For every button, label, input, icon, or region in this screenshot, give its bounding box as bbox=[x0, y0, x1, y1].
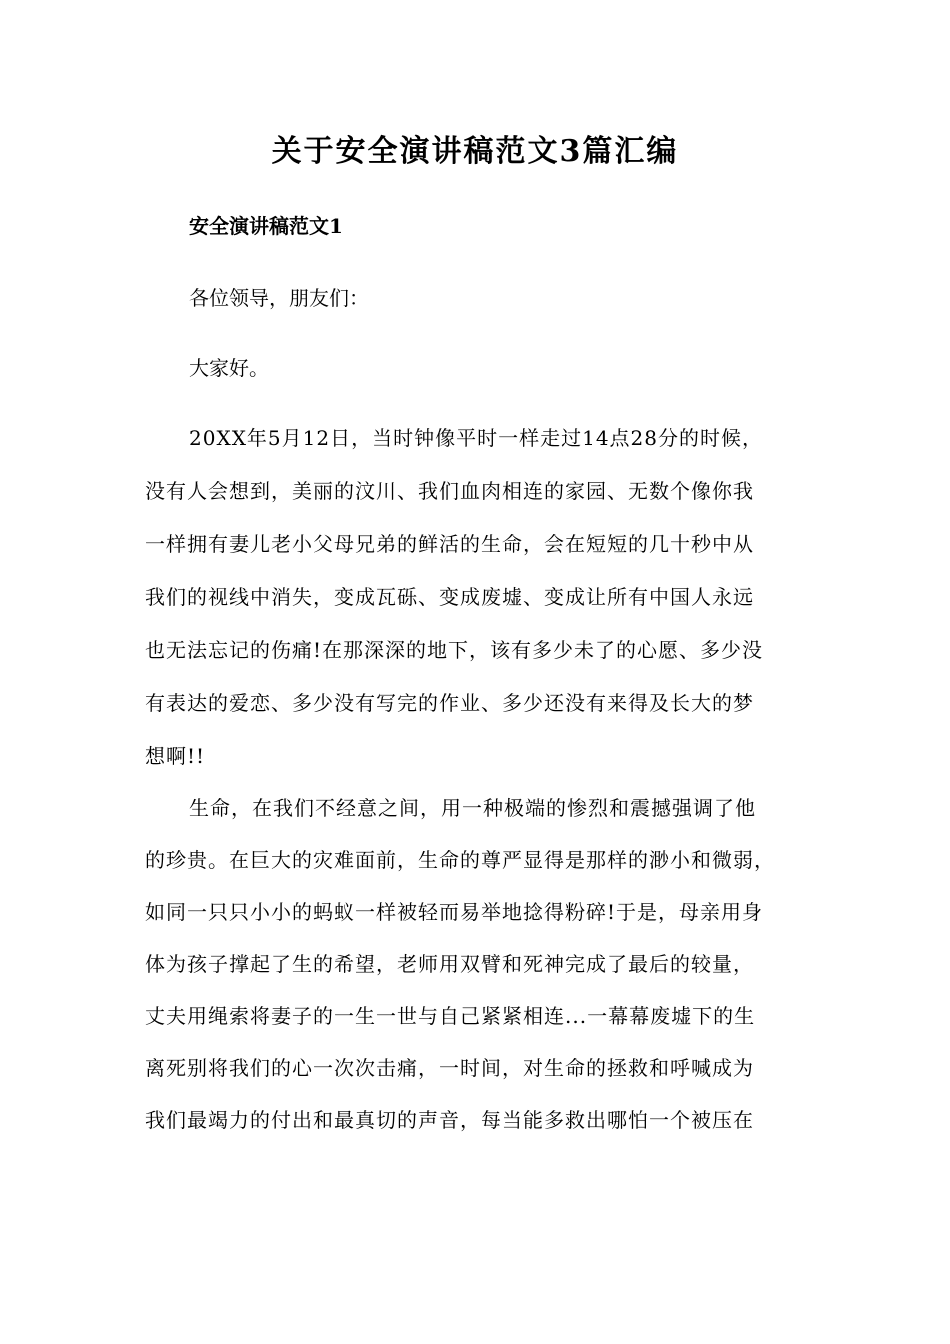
paragraph-line: 丈夫用绳索将妻子的一生一世与自己紧紧相连...一幕幕废墟下的生 bbox=[145, 1004, 756, 1028]
paragraph-line: 的珍贵。在巨大的灾难面前，生命的尊严显得是那样的渺小和微弱， bbox=[145, 848, 775, 872]
paragraph-line: 一样拥有妻儿老小父母兄弟的鲜活的生命，会在短短的几十秒中从 bbox=[145, 532, 754, 556]
paragraph-2 bbox=[145, 790, 810, 1154]
paragraph-line: 20XX年5月12日，当时钟像平时一样走过14点28分的时候， bbox=[189, 426, 763, 450]
paragraph-line: 如同一只只小小的蚂蚁一样被轻而易举地捻得粉碎!于是，母亲用身 bbox=[145, 900, 764, 924]
hello-line: 大家好。 bbox=[189, 356, 269, 380]
paragraph-line: 体为孩子撑起了生的希望，老师用双臂和死神完成了最后的较量， bbox=[145, 952, 754, 976]
paragraph-line: 我们的视线中消失，变成瓦砾、变成废墟、变成让所有中国人永远 bbox=[145, 585, 754, 609]
paragraph-line: 我们最竭力的付出和最真切的声音，每当能多救出哪怕一个被压在 bbox=[145, 1108, 754, 1132]
greeting-line: 各位领导，朋友们： bbox=[189, 286, 369, 310]
paragraph-line: 没有人会想到，美丽的汶川、我们血肉相连的家园、无数个像你我 bbox=[145, 479, 754, 503]
document-title: 关于安全演讲稿范文3篇汇编 bbox=[271, 134, 679, 169]
paragraph-line: 有表达的爱恋、多少没有写完的作业、多少还没有来得及长大的梦 bbox=[145, 691, 754, 715]
paragraph-line: 生命，在我们不经意之间，用一种极端的惨烈和震撼强调了他 bbox=[189, 796, 756, 820]
section-heading: 安全演讲稿范文1 bbox=[189, 214, 343, 238]
paragraph-line: 离死别将我们的心一次次击痛，一时间，对生命的拯救和呼喊成为 bbox=[145, 1056, 754, 1080]
paragraph-1 bbox=[145, 420, 810, 791]
paragraph-line: 也无法忘记的伤痛!在那深深的地下，该有多少未了的心愿、多少没 bbox=[145, 638, 764, 662]
paragraph-line: 想啊!! bbox=[145, 744, 206, 768]
